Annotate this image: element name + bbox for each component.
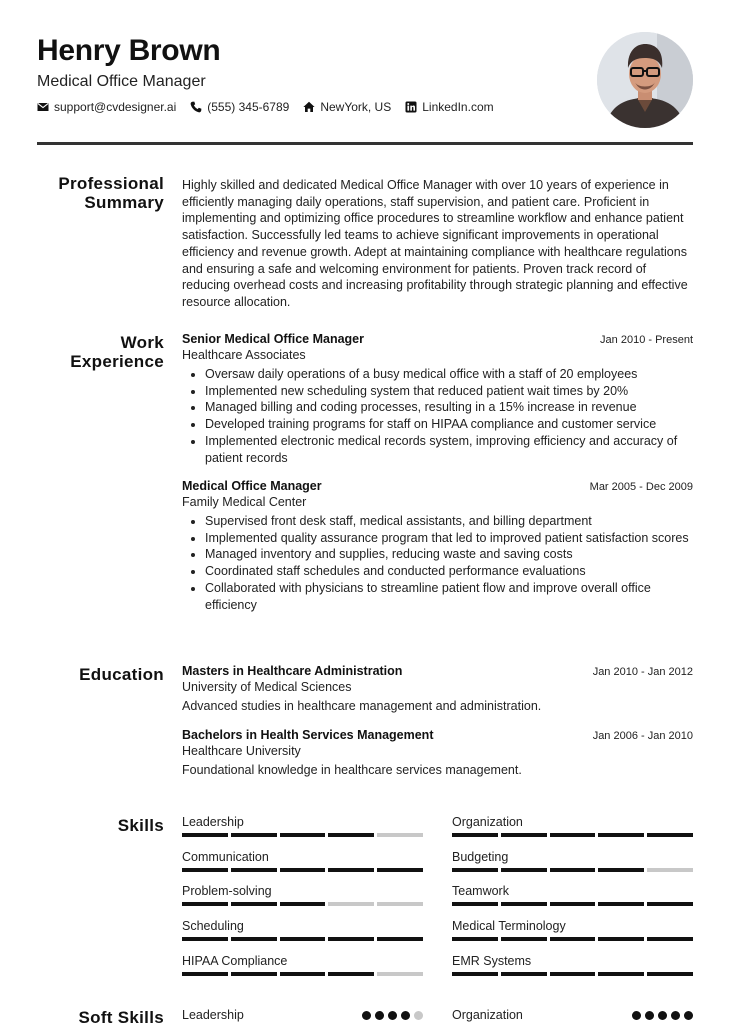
job-bullet: • Supervised front desk staff, medical assistants, and billing department	[205, 513, 693, 530]
skill-level-segment	[182, 972, 228, 976]
skill-level-bar	[182, 937, 423, 941]
skill-level-segment	[328, 868, 374, 872]
skill-level-segment	[182, 902, 228, 906]
skill-level-segment	[598, 833, 644, 837]
skill-level-bar	[452, 868, 693, 872]
contact-phone[interactable]	[190, 100, 289, 114]
summary-heading	[58, 174, 164, 212]
skill-level-segment	[377, 972, 423, 976]
soft-skill-item	[452, 1008, 693, 1022]
envelope-icon	[37, 101, 49, 113]
skill-level-segment	[501, 937, 547, 941]
skill-name: Medical Terminology	[452, 919, 566, 934]
skill-level-segment	[598, 902, 644, 906]
education-dates: Jan 2010 - Jan 2012	[592, 666, 693, 678]
skill-level-segment	[598, 868, 644, 872]
skill-item	[182, 919, 423, 941]
skill-level-segment	[182, 868, 228, 872]
skill-level-bar	[452, 937, 693, 941]
skill-item	[182, 884, 423, 906]
skill-level-bar	[182, 902, 423, 906]
contact-email[interactable]	[37, 100, 176, 114]
skill-name: EMR Systems	[452, 953, 532, 968]
degree-title: Bachelors in Health Services Management	[182, 728, 434, 742]
job-entry	[182, 479, 693, 613]
contact-email-text: support@cvdesigner.ai	[54, 100, 177, 114]
skill-name: Organization	[452, 815, 523, 829]
rating-dot	[658, 1011, 667, 1020]
linkedin-icon	[405, 101, 417, 113]
job-title: Senior Medical Office Manager	[182, 332, 364, 346]
contact-location	[303, 100, 391, 114]
contact-linkedin-text: LinkedIn.com	[422, 100, 494, 114]
skill-name: Scheduling	[182, 919, 244, 934]
rating-dot	[388, 1011, 397, 1020]
job-bullet: • Managed billing and coding processes, resulting in a 15% increase in revenue	[205, 399, 693, 416]
skill-level-segment	[328, 972, 374, 976]
skill-level-segment	[182, 937, 228, 941]
skill-level-segment	[231, 937, 277, 941]
skill-level-segment	[550, 902, 596, 906]
skill-level-segment	[231, 833, 277, 837]
skills-heading: Skills	[117, 816, 164, 835]
skill-level-segment	[280, 972, 326, 976]
skill-level-bar	[182, 868, 423, 872]
skill-name: Teamwork	[452, 884, 509, 899]
soft-skills-heading: Soft Skills	[78, 1008, 164, 1027]
skill-level-segment	[328, 902, 374, 906]
job-entry	[182, 332, 693, 466]
skill-level-bar	[452, 902, 693, 906]
skill-level-segment	[647, 833, 693, 837]
job-bullet: • Oversaw daily operations of a busy medical office with a staff of 20 employees	[205, 366, 693, 383]
skill-level-segment	[377, 833, 423, 837]
job-bullet: • Collaborated with physicians to streamline patient flow and improve overall office efficiency	[205, 580, 693, 613]
contact-bar	[37, 100, 494, 114]
home-icon	[303, 101, 315, 113]
school-name: Healthcare University	[182, 744, 301, 758]
skill-level-segment	[452, 937, 498, 941]
skill-name: Problem-solving	[182, 884, 272, 899]
soft-skill-name: Leadership	[182, 1008, 244, 1022]
skill-level-segment	[280, 868, 326, 872]
skill-level-segment	[647, 937, 693, 941]
candidate-role: Medical Office Manager	[37, 73, 206, 90]
skill-item	[452, 884, 693, 906]
skill-level-segment	[328, 833, 374, 837]
skill-level-bar	[182, 972, 423, 976]
rating-dot	[645, 1011, 654, 1020]
rating-dot	[632, 1011, 641, 1020]
skill-level-segment	[328, 937, 374, 941]
job-bullet: • Implemented electronic medical records system, improving efficiency and accuracy of patient records	[205, 433, 693, 466]
skill-level-segment	[501, 833, 547, 837]
skill-level-segment	[377, 868, 423, 872]
education-dates: Jan 2006 - Jan 2010	[592, 730, 693, 742]
education-description: Advanced studies in healthcare management and administration.	[182, 699, 542, 713]
job-bullet: • Coordinated staff schedules and conducted performance evaluations	[205, 563, 693, 580]
rating-dot	[401, 1011, 410, 1020]
skill-item	[182, 850, 423, 872]
skill-level-segment	[550, 937, 596, 941]
rating-dot	[362, 1011, 371, 1020]
job-employer: Healthcare Associates	[182, 348, 306, 362]
skill-level-segment	[280, 937, 326, 941]
candidate-name: Henry Brown	[37, 34, 221, 67]
school-name: University of Medical Sciences	[182, 680, 352, 694]
skill-level-segment	[182, 833, 228, 837]
skill-level-segment	[452, 972, 498, 976]
skill-level-segment	[598, 972, 644, 976]
skill-level-segment	[280, 902, 326, 906]
contact-linkedin[interactable]	[405, 100, 493, 114]
profile-photo	[597, 32, 693, 128]
job-bullet: • Developed training programs for staff on HIPAA compliance and customer service	[205, 416, 693, 433]
skill-level-segment	[231, 868, 277, 872]
skill-level-segment	[501, 902, 547, 906]
education-heading: Education	[79, 665, 164, 684]
skill-level-segment	[377, 902, 423, 906]
skill-level-segment	[501, 868, 547, 872]
skill-item	[452, 850, 693, 872]
summary-text: Highly skilled and dedicated Medical Office Manager with over 10 years of experience in efficiently managing daily operations, staff supervision, and patient care. Proficient in implementing and optimizing office procedures to streamline workflow and enhance patient satisfaction. Successfully led teams to achieve significant improvements in operational efficiency and revenue growth. Adept at maintaining compliance with healthcare regulations and ensuring a safe and welcoming environment for patients. Proven track record of reducing overhead costs and increasing profitability through strategic planning and effective resource allocation.	[182, 178, 688, 309]
degree-title: Masters in Healthcare Administration	[182, 664, 403, 678]
soft-skill-rating	[362, 1011, 423, 1020]
rating-dot	[684, 1011, 693, 1020]
skill-level-segment	[452, 868, 498, 872]
skill-item	[452, 919, 693, 941]
skill-name: Communication	[182, 849, 269, 864]
skill-level-segment	[550, 972, 596, 976]
contact-phone-text: (555) 345-6789	[207, 100, 290, 114]
soft-skill-name: Organization	[452, 1008, 523, 1022]
skill-level-bar	[182, 833, 423, 837]
education-entry	[182, 664, 693, 713]
skill-name: Leadership	[182, 815, 244, 829]
skill-level-segment	[280, 833, 326, 837]
skill-item	[452, 815, 693, 837]
phone-icon	[190, 101, 202, 113]
education-description: Foundational knowledge in healthcare services management.	[182, 763, 522, 777]
soft-skill-item	[182, 1008, 423, 1022]
education-entry	[182, 728, 693, 777]
skill-level-segment	[647, 868, 693, 872]
job-dates: Mar 2005 - Dec 2009	[589, 481, 693, 493]
summary-heading-line2: Summary	[84, 193, 164, 212]
rating-dot	[671, 1011, 680, 1020]
skill-item	[182, 815, 423, 837]
skill-level-segment	[598, 937, 644, 941]
skill-level-bar	[452, 972, 693, 976]
contact-location-text: NewYork, US	[320, 100, 392, 114]
skill-level-segment	[231, 902, 277, 906]
header-divider	[37, 142, 693, 145]
job-bullet: • Managed inventory and supplies, reducing waste and saving costs	[205, 546, 693, 563]
skill-item	[452, 954, 693, 976]
skill-level-segment	[452, 902, 498, 906]
rating-dot	[375, 1011, 384, 1020]
skill-level-segment	[647, 902, 693, 906]
job-title: Medical Office Manager	[182, 479, 322, 493]
skill-level-segment	[550, 868, 596, 872]
job-dates: Jan 2010 - Present	[600, 334, 693, 346]
summary-heading-line1: Professional	[58, 174, 164, 193]
job-bullet: • Implemented quality assurance program that led to improved patient satisfaction scores	[205, 530, 693, 547]
experience-heading-line1: Work	[120, 333, 164, 352]
skill-level-segment	[501, 972, 547, 976]
rating-dot	[414, 1011, 423, 1020]
job-bullets	[182, 366, 693, 466]
soft-skill-rating	[632, 1011, 693, 1020]
experience-heading-line2: Experience	[70, 352, 164, 371]
skill-level-segment	[452, 833, 498, 837]
skill-name: HIPAA Compliance	[182, 953, 288, 968]
skill-level-bar	[452, 833, 693, 837]
job-employer: Family Medical Center	[182, 495, 307, 509]
skill-level-segment	[231, 972, 277, 976]
job-bullets	[182, 513, 693, 613]
job-bullet: • Implemented new scheduling system that reduced patient wait times by 20%	[205, 383, 693, 400]
skill-level-segment	[550, 833, 596, 837]
skill-item	[182, 954, 423, 976]
experience-heading	[70, 333, 164, 371]
skill-level-segment	[647, 972, 693, 976]
skill-level-segment	[377, 937, 423, 941]
skill-name: Budgeting	[452, 849, 509, 864]
